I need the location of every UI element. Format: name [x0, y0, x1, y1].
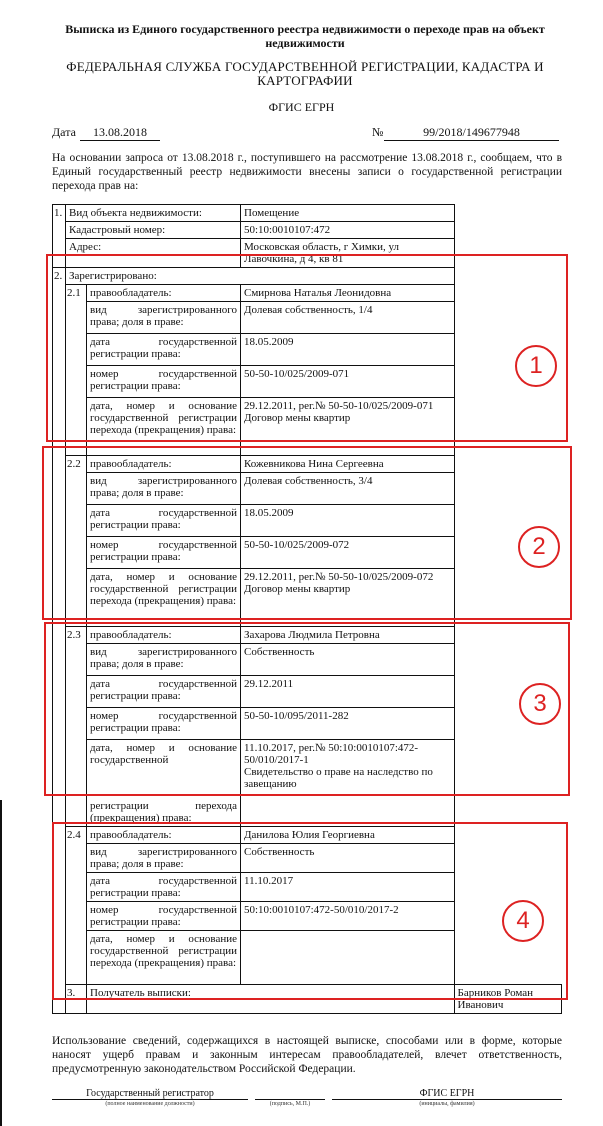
- cadastral-label: Кадастровый номер:: [66, 222, 241, 239]
- registered-label: Зарегистрировано:: [66, 268, 455, 285]
- object-type-value: Помещение: [241, 205, 455, 222]
- signature-position-caption: (полное наименование должности): [105, 1101, 195, 1107]
- basis-label: дата, номер и основание государственной регистрации перехода (прекращения) права:: [87, 930, 241, 984]
- signature-name-caption: (инициалы, фамилия): [419, 1101, 475, 1107]
- document-title: Выписка из Единого государственного реестра недвижимости о переходе прав на объект недвижимости: [65, 22, 545, 50]
- basis-line: 29.12.2011, рег.№ 50-50-10/025/2009-071: [244, 400, 434, 412]
- holder-label: правообладатель:: [87, 826, 241, 843]
- table-row: [53, 205, 562, 222]
- share-label: вид зарегистрированного права; доля в праве:: [87, 473, 241, 505]
- recipient-label: Получатель выписки:: [87, 984, 455, 1013]
- share-value: Долевая собственность, 1/4: [241, 302, 455, 334]
- reg-date-value: 29.12.2011: [241, 676, 455, 708]
- row-number: 3.: [66, 984, 87, 1013]
- reg-number-value: 50-50-10/095/2011-282: [241, 708, 455, 740]
- holder-number: 2.1: [66, 285, 87, 456]
- basis-label: дата, номер и основание государственной регистрации перехода (прекращения) права:: [87, 398, 241, 456]
- cadastral-value: 50:10:0010107:472: [241, 222, 455, 239]
- object-type-label: Вид объекта недвижимости:: [66, 205, 241, 222]
- reg-number-value: 50-50-10/025/2009-071: [241, 366, 455, 398]
- reg-number-label: номер государственной регистрации права:: [87, 901, 241, 930]
- annotation-badge-2: 2: [518, 526, 560, 568]
- annotation-box-4: [52, 822, 568, 1000]
- annotation-box-1: [46, 254, 568, 442]
- reg-date-value: 18.05.2009: [241, 505, 455, 537]
- reg-date-value: 18.05.2009: [241, 334, 455, 366]
- share-value: Собственность: [241, 843, 455, 872]
- basis-label: дата, номер и основание государственной регистрации перехода (прекращения) права:: [87, 569, 241, 627]
- footer-disclaimer: Использование сведений, содержащихся в настоящей выписке, способами или в форме, которые наносят ущерб правам и законным интересам правообладателей, влечет ответственность, предусмотренную законодательством Российской Федерации.: [52, 1035, 562, 1075]
- number-value: 99/2018/149677948: [384, 125, 559, 141]
- annotation-badge-3: 3: [519, 683, 561, 725]
- system-name: ФГИС ЕГРН: [268, 100, 335, 114]
- basis-label-cont: регистрации перехода (прекращения) права:: [87, 798, 241, 827]
- reg-date-label: дата государственной регистрации права:: [87, 676, 241, 708]
- holder-name: Захарова Людмила Петровна: [241, 627, 455, 644]
- holder-label: правообладатель:: [87, 456, 241, 473]
- reg-number-label: номер государственной регистрации права:: [87, 537, 241, 569]
- table-row: [53, 222, 562, 239]
- holder-number: 2.3: [66, 627, 87, 827]
- share-label: вид зарегистрированного права; доля в праве:: [87, 302, 241, 334]
- annotation-badge-1: 1: [515, 345, 557, 387]
- annotation-badge-4: 4: [502, 900, 544, 942]
- holder-label: правообладатель:: [87, 627, 241, 644]
- share-label: вид зарегистрированного права; доля в праве:: [87, 843, 241, 872]
- row-number: 1.: [53, 205, 66, 268]
- date-value: 13.08.2018: [80, 125, 160, 141]
- scan-edge: [0, 800, 2, 1126]
- intro-paragraph: На основании запроса от 13.08.2018 г., поступившего на рассмотрение 13.08.2018 г., сообщаем, что в Единый государственный реестр недвижимости внесены записи о государственной регистрации перехода прав на:: [52, 152, 562, 192]
- reg-number-label: номер государственной регистрации права:: [87, 366, 241, 398]
- holder-label: правообладатель:: [87, 285, 241, 302]
- address-value: Московская область, г Химки, ул Лавочкина, д 4, кв 81: [241, 239, 455, 268]
- recipient-value: Барников Роман Иванович: [454, 984, 561, 1013]
- reg-date-label: дата государственной регистрации права:: [87, 872, 241, 901]
- basis-doc: Свидетельство о праве на наследство по завещанию: [244, 766, 433, 790]
- basis-doc: Договор мены квартир: [244, 583, 351, 595]
- reg-number-value: 50-50-10/025/2009-072: [241, 537, 455, 569]
- reg-number-label: номер государственной регистрации права:: [87, 708, 241, 740]
- number-label: №: [372, 125, 384, 139]
- signature-line: [255, 1088, 325, 1100]
- reg-date-label: дата государственной регистрации права:: [87, 505, 241, 537]
- reg-date-label: дата государственной регистрации права:: [87, 334, 241, 366]
- signature-name: ФГИС ЕГРН: [332, 1088, 562, 1100]
- annotation-box-3: [44, 622, 570, 796]
- row-number: 2.: [53, 268, 66, 1014]
- holder-name: Кожевникова Нина Сергеевна: [241, 456, 455, 473]
- basis-line: 11.10.2017, рег.№ 50:10:0010107:472-50/010/2017-1: [244, 742, 419, 766]
- holder-number: 2.2: [66, 456, 87, 627]
- basis-line: 29.12.2011, рег.№ 50-50-10/025/2009-072: [244, 571, 434, 583]
- basis-label: дата, номер и основание государственной: [87, 740, 241, 798]
- address-label: Адрес:: [66, 239, 241, 268]
- holder-name: Данилова Юлия Георгиевна: [241, 826, 455, 843]
- agency-name: ФЕДЕРАЛЬНАЯ СЛУЖБА ГОСУДАРСТВЕННОЙ РЕГИСТРАЦИИ, КАДАСТРА И КАРТОГРАФИИ: [66, 59, 544, 88]
- signature-position: Государственный регистратор: [52, 1088, 248, 1100]
- annotation-box-2: [42, 446, 572, 620]
- reg-date-value: 11.10.2017: [241, 872, 455, 901]
- date-label: Дата: [52, 125, 76, 139]
- share-value: Долевая собственность, 3/4: [241, 473, 455, 505]
- signature-caption: (подпись, М.П.): [269, 1101, 311, 1107]
- holder-name: Смирнова Наталья Леонидовна: [241, 285, 455, 302]
- share-value: Собственность: [241, 644, 455, 676]
- basis-doc: Договор мены квартир: [244, 412, 351, 424]
- holder-number: 2.4: [66, 826, 87, 984]
- reg-number-value: 50:10:0010107:472-50/010/2017-2: [241, 901, 455, 930]
- share-label: вид зарегистрированного права; доля в праве:: [87, 644, 241, 676]
